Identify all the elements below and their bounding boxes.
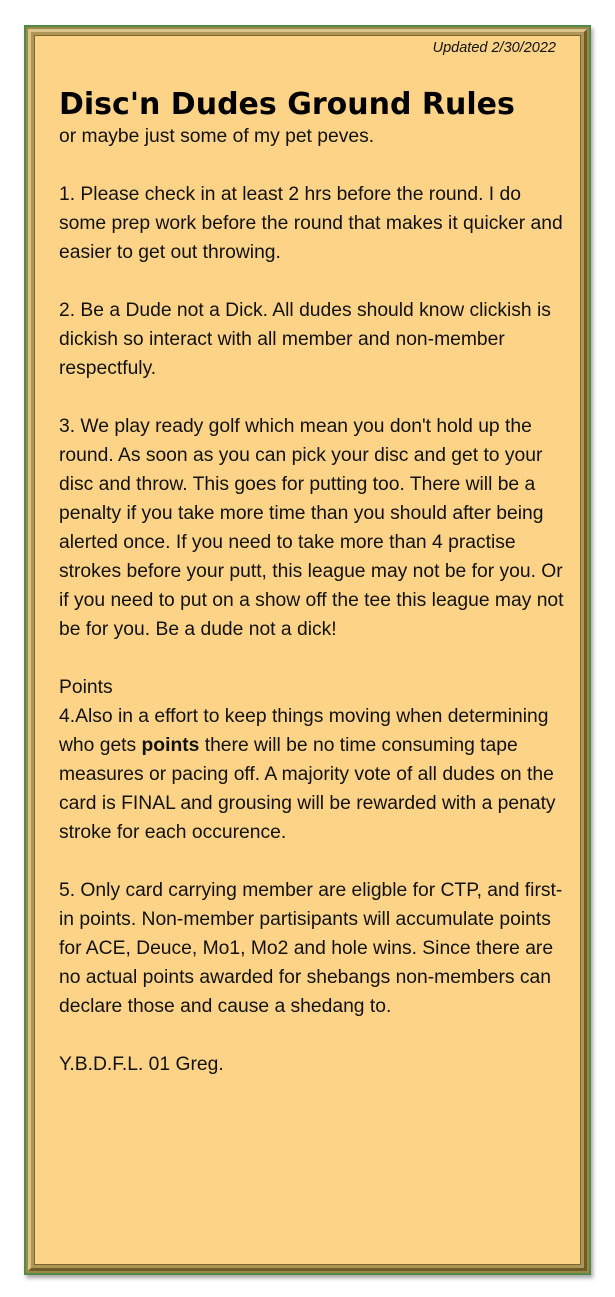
rule-4-bold-points: points <box>141 735 200 756</box>
rule-3: 3. We play ready golf which mean you don't hold up the round. As soon as you can pick your disc and get to your disc and throw. This goes for putting too. There will be a penalty if you take more time than you should after being alerted once. If you need to take more than 4 practise strokes before your putt, this league may not be for you. Or if you need to put on a show off the tee this league may not be for you. Be a dude not a dick! <box>59 416 564 640</box>
rules-panel <box>34 35 581 1265</box>
rule-4 <box>59 702 569 847</box>
rules-frame <box>24 25 591 1275</box>
subtitle: or maybe just some of my pet peves. <box>59 126 375 147</box>
rules-content <box>59 87 569 1079</box>
page-title: Disc'n Dudes Ground Rules <box>59 87 515 122</box>
rule-2: 2. Be a Dude not a Dick. All dudes should know clickish is dickish so interact with all member and non-member respectfuly. <box>59 300 551 379</box>
updated-date: Updated 2/30/2022 <box>432 40 556 56</box>
rule-5: 5. Only card carrying member are eligble for CTP, and first-in points. Non-member partisipants will accumulate points for ACE, Deuce, Mo1, Mo2 and hole wins. Since there are no actual points awarded for shebangs non-members can declare those and cause a shedang to. <box>59 880 563 1017</box>
rule-4-text-start: 4.Also in a effort to keep things moving when determining who gets <box>59 706 549 756</box>
rule-4-text-end: there will be no time consuming tape measures or pacing off. A majority vote of all dudes on the card is FINAL and grousing will be rewarded with a penaty stroke for each occurence. <box>59 735 556 843</box>
rule-1: 1. Please check in at least 2 hrs before the round. I do some prep work before the round that makes it quicker and easier to get out throwing. <box>59 184 563 263</box>
points-heading: Points <box>59 677 113 698</box>
signoff: Y.B.D.F.L. 01 Greg. <box>59 1054 224 1075</box>
